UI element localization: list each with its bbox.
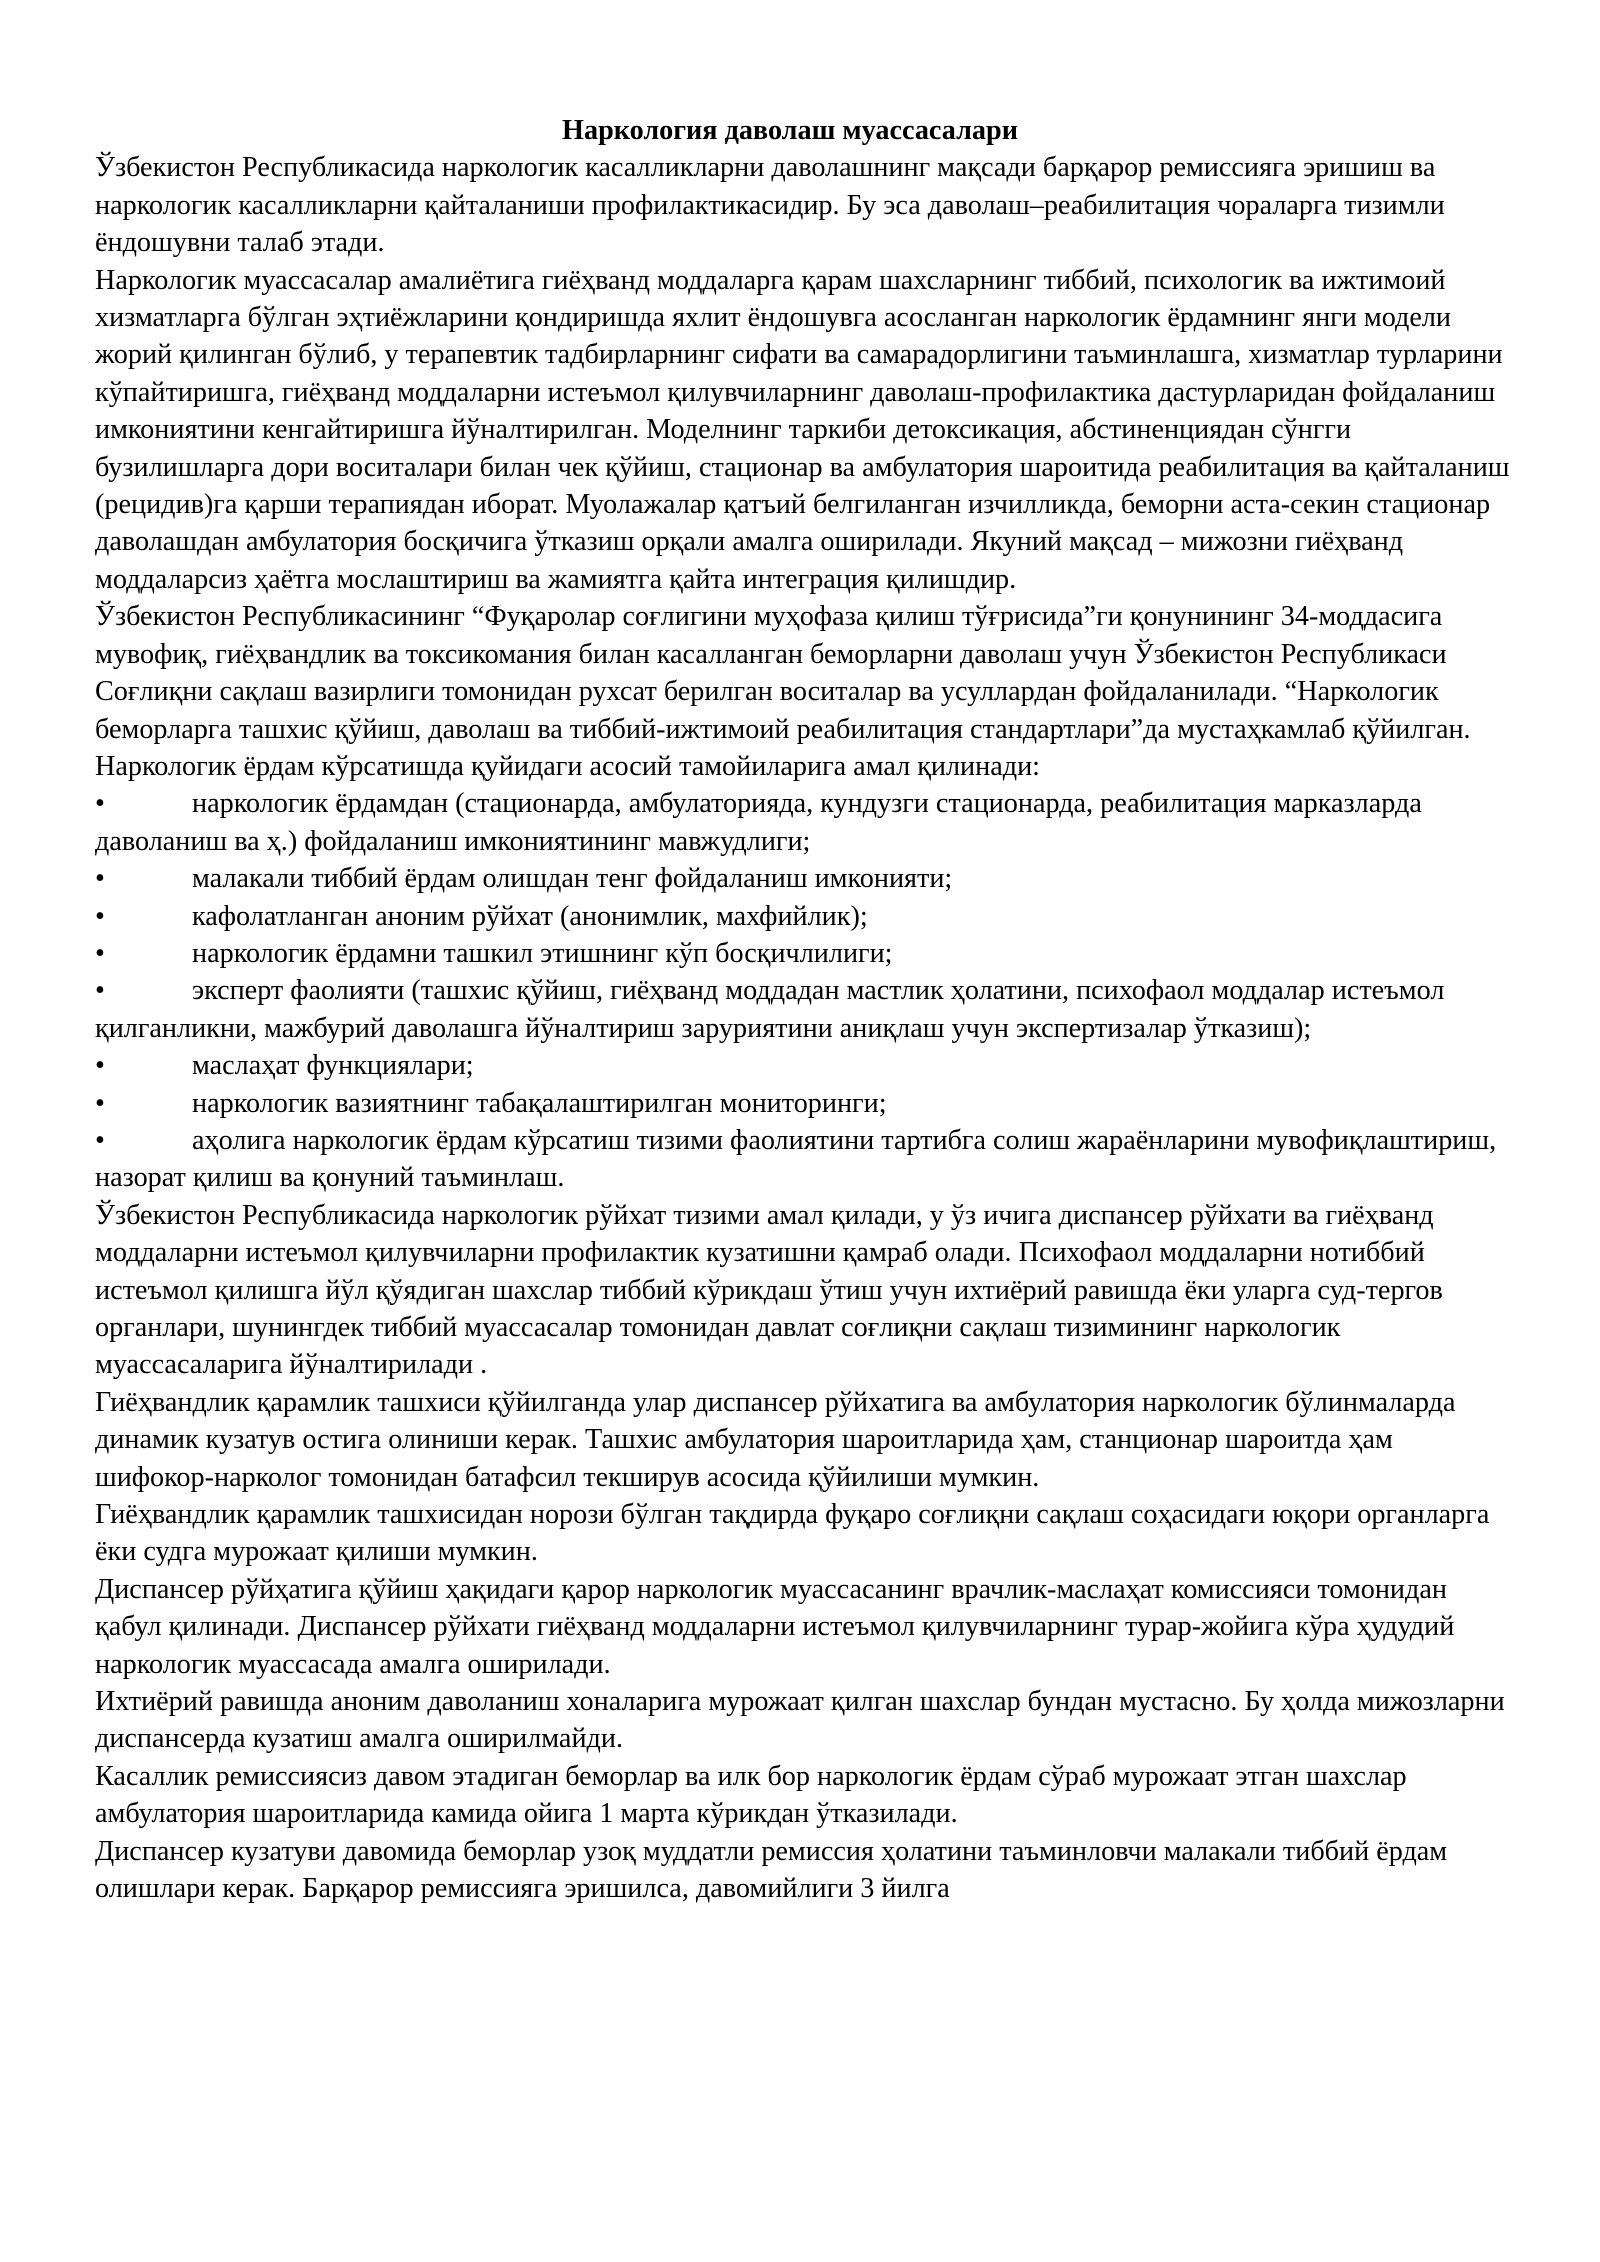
list-item-text: маслаҳат функциялари; bbox=[192, 1050, 474, 1082]
bullet-mark: • bbox=[95, 1124, 105, 1156]
paragraph-intro: Ўзбекистон Республикасида наркологик касалликларни даволашнинг мақсади барқарор ремиссияга эришиш ва наркологик касалликларни қайталаниши профилактикасидир. Бу эса даволаш–реабилитация чораларга тизимли ёндошувни талаб этади. bbox=[95, 152, 1445, 259]
bullet-mark: • bbox=[95, 900, 105, 932]
paragraph-model: Наркологик муассасалар амалиётига гиёҳванд моддаларга қарам шахсларнинг тиббий, психологик ва ижтимоий хизматларга бўлган эҳтиёжларини қондиришда яхлит ёндошувга асосланган наркологик ёрдамнинг янги модели жорий қилинган бўлиб, у терапевтик тадбирларнинг сифати ва самарадорлигини таъминлашга, хизматлар турларини кўпайтиришга, гиёҳванд моддаларни истеъмол қилувчиларнинг даволаш-профилактика дастурларидан фойдаланиш имкониятини кенгайтиришга йўналтирилган. Моделнинг таркиби детоксикация, абстиненциядан сўнгги бузилишларга дори воситалари билан чек қўйиш, стационар ва амбулатория шароитида реабилитация ва қайталаниш (рецидив)га қарши терапиядан иборат. Муолажалар қатъий белгиланган изчилликда, беморни аста-секин стационар даволашдан амбулатория босқичига ўтказиш орқали амалга оширилади. Якуний мақсад – мижозни гиёҳванд моддаларсиз ҳаётга мослаштириш ва жамиятга қайта интеграция қилишдир. bbox=[95, 264, 1510, 595]
document-title: Наркология даволаш муассасалари bbox=[562, 115, 1018, 146]
bullet-mark: • bbox=[95, 1087, 105, 1119]
list-item bbox=[95, 860, 1515, 897]
paragraph-monthly-check: Касаллик ремиссиясиз давом этадиган беморлар ва илк бор наркологик ёрдам сўраб мурожаат этган шахслар амбулатория шароитларида камида ойига 1 марта кўрикдан ўтказилади. bbox=[95, 1760, 1407, 1830]
paragraph-registry: Ўзбекистон Республикасида наркологик рўйхат тизими амал қилади, у ўз ичига диспансер рўйхати ва гиёҳванд моддаларни истеъмол қилувчиларни профилактик кузатишни қамраб олади. Психофаол моддаларни нотиббий истеъмол қилишга йўл қўядиган шахслар тиббий кўрикдаш ўтиш учун ихтиёрий равишда ёки уларга суд-тергов органлари, шунингдек тиббий муассасалар томонидан давлат соғлиқни сақлаш тизимининг наркологик муассасаларига йўналтирилади . bbox=[95, 1199, 1443, 1381]
list-item bbox=[95, 1122, 1515, 1197]
list-item-text: кафолатланган аноним рўйхат (анонимлик, махфийлик); bbox=[192, 900, 868, 932]
principles-list bbox=[95, 785, 1515, 1196]
bullet-mark: • bbox=[95, 975, 105, 1007]
list-item-text: наркологик ёрдамни ташкил этишнинг кўп босқичлилиги; bbox=[192, 937, 893, 969]
paragraph-dispensary-decision: Диспансер рўйҳатига қўйиш ҳақидаги қарор наркологик муассасанинг врачлик-маслаҳат комиссияси томонидан қабул қилинади. Диспансер рўйхати гиёҳванд моддаларни истеъмол қилувчиларнинг турар-жойига кўра ҳудудий наркологик муассасада амалга оширилади. bbox=[95, 1573, 1455, 1680]
list-item-text: наркологик ёрдамдан (стационарда, амбулаторияда, кундузги стационарда, реабилитация марказларда даволаниш ва ҳ.) фойдаланиш имкониятининг мавжудлиги; bbox=[95, 788, 1422, 857]
document-body bbox=[95, 112, 1515, 1908]
paragraph-law: Ўзбекистон Республикасининг “Фуқаролар соғлигини муҳофаза қилиш тўғрисида”ги қонунининг 34-моддасига мувофиқ, гиёҳвандлик ва токсикомания билан касалланган беморларни даволаш учун Ўзбекистон Республикаси Соғлиқни сақлаш вазирлиги томонидан рухсат берилган воситалар ва усуллардан фойдаланилади. “Наркологик беморларга ташхис қўйиш, даволаш ва тиббий-ижтимоий реабилитация стандартлари”да мустаҳкамлаб қўйилган. Наркологик ёрдам кўрсатишда қуйидаги асосий тамойиларига амал қилинади: bbox=[95, 601, 1471, 782]
list-item-text: малакали тиббий ёрдам олишдан тенг фойдаланиш имконияти; bbox=[192, 863, 953, 895]
list-item bbox=[95, 972, 1515, 1047]
list-item-text: аҳолига наркологик ёрдам кўрсатиш тизими фаолиятини тартибга солиш жараёнларини мувофиқлаштириш, назорат қилиш ва қонуний таъминлаш. bbox=[95, 1124, 1497, 1194]
list-item bbox=[95, 785, 1515, 860]
list-item-text: эксперт фаолияти (ташхис қўйиш, гиёҳванд моддадан мастлик ҳолатини, психофаол моддалар истеъмол қилганликни, мажбурий даволашга йўналтириш заруриятини аниқлаш учун экспертизалар ўтказиш); bbox=[95, 975, 1445, 1044]
paragraph-anonymous: Ихтиёрий равишда аноним даволаниш хоналарига мурожаат қилган шахслар бундан мустасно. Бу ҳолда мижозларни диспансерда кузатиш амалга оширилмайди. bbox=[95, 1686, 1505, 1755]
list-item bbox=[95, 1047, 1515, 1084]
bullet-mark: • bbox=[95, 788, 105, 820]
list-item bbox=[95, 1085, 1515, 1122]
paragraph-diagnosis: Гиёҳвандлик қарамлик ташхиси қўйилганда улар диспансер рўйхатига ва амбулатория наркологик бўлинмаларда динамик кузатув остига олиниши керак. Ташхис амбулатория шароитларида ҳам, станционар шароитда ҳам шифокор-нарколог томонидан батафсил текширув асосида қўйилиши мумкин. bbox=[95, 1386, 1456, 1493]
paragraph-appeal: Гиёҳвандлик қарамлик ташхисидан норози бўлган тақдирда фуқаро соғлиқни сақлаш соҳасидаги юқори органларга ёки судга мурожаат қилиши мумкин. bbox=[95, 1499, 1490, 1568]
bullet-mark: • bbox=[95, 937, 105, 969]
bullet-mark: • bbox=[95, 1050, 105, 1082]
list-item-text: наркологик вазиятнинг табақалаштирилган мониторинги; bbox=[192, 1087, 887, 1119]
bullet-mark: • bbox=[95, 863, 105, 895]
list-item bbox=[95, 935, 1515, 972]
paragraph-remission: Диспансер кузатуви давомида беморлар узоқ муддатли ремиссия ҳолатини таъминловчи малакали тиббий ёрдам олишлари керак. Барқарор ремиссияга эришилса, давомийлиги 3 йилга bbox=[95, 1835, 1448, 1905]
list-item bbox=[95, 898, 1515, 935]
